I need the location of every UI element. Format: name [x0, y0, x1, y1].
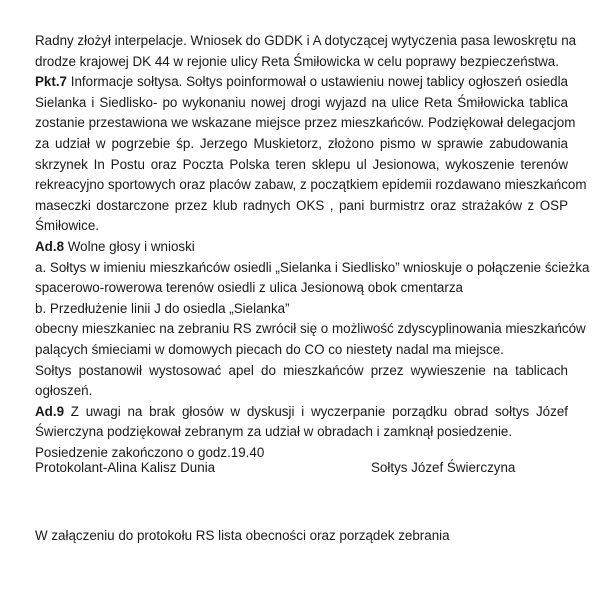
paragraph-line: spacerowo-rowerowa terenów osiedli z ulica Jesionową obok cmentarza [35, 280, 463, 296]
paragraph-line: maseczki dostarczone przez klub radnych OKS , pani burmistrz oraz strażaków z OSP [35, 197, 568, 213]
paragraph-line: ogłoszeń. [35, 383, 93, 399]
paragraph-line: b. Przedłużenie linii J do osiedla „Sielanka” [35, 300, 290, 316]
paragraph-line: Posiedzenie zakończono o godz.19.40 [35, 444, 265, 460]
paragraph-line: Śmiłowice. [35, 218, 99, 234]
signature-soltys: Sołtys Józef Świerczyna [371, 460, 516, 475]
section-ad8-heading-line: Ad.8 Wolne głosy i wnioski [35, 238, 195, 254]
section-label-ad9: Ad.9 [35, 403, 65, 419]
paragraph-line: obecny mieszkaniec na zebraniu RS zwrócił się o możliwość zdyscyplinowania mieszkańców [35, 321, 586, 337]
paragraph-line: Radny złożył interpelacje. Wniosek do GDDK i A dotyczącej wytyczenia pasa lewoskrętu na [35, 33, 577, 48]
document-body [35, 31, 590, 463]
attachment-note: W załączeniu do protokołu RS lista obecności oraz porządek zebrania [35, 528, 450, 543]
paragraph-line: drodze krajowej DK 44 w rejonie ulicy Reta Śmiłowicka w celu poprawy bezpieczeństwa. [35, 53, 559, 69]
signature-protokolant: Protokolant-Alina Kalisz Dunia [35, 460, 216, 475]
section-pkt7-heading-line: Pkt.7 Informacje sołtysa. Sołtys poinformował o ustawieniu nowej tablicy ogłoszeń osiedla [35, 74, 568, 90]
section-label-pkt7: Pkt.7 [35, 74, 68, 90]
section-ad9-heading-line: Ad.9 Z uwagi na brak głosów w dyskusji i wyczerpanie porządku obrad sołtys Józef [35, 403, 568, 419]
paragraph-line: zostanie przestawiona we wskazane miejsce przez mieszkańców. Podziękował delegacjom [35, 115, 576, 131]
paragraph-line: za udział w pogrzebie śp. Jerzego Muskietorz, złożono pismo w sprawie zabudowania [35, 135, 568, 151]
paragraph-line: a. Sołtys w imieniu mieszkańców osiedli „Sielanka i Siedlisko” wnioskuje o połączenie ścieżka [35, 259, 590, 275]
paragraph-line: skrzynek In Postu oraz Poczta Polska teren sklepu ul Jesionowa, wykoszenie terenów [35, 156, 568, 172]
paragraph-line: Sielanka i Siedlisko- po wykonaniu nowej drogi wyjazd na ulice Reta Śmiłowicka tablica [35, 94, 568, 110]
paragraph-line: Świerczyna podziękował zebranym za udział w obradach i zamknął posiedzenie. [35, 424, 513, 440]
paragraph-line: rekreacyjno sportowych oraz placów zabaw, z początkiem epidemii rozdawano mieszkańcom [35, 177, 587, 193]
section-label-ad8: Ad.8 [35, 238, 65, 254]
paragraph-line: palących śmieciami w domowych piecach do CO co niestety nadal ma miejsce. [35, 341, 504, 357]
paragraph-line: Sołtys postanowił wystosować apel do mieszkańców przez wywieszenie na tablicach [35, 362, 568, 378]
